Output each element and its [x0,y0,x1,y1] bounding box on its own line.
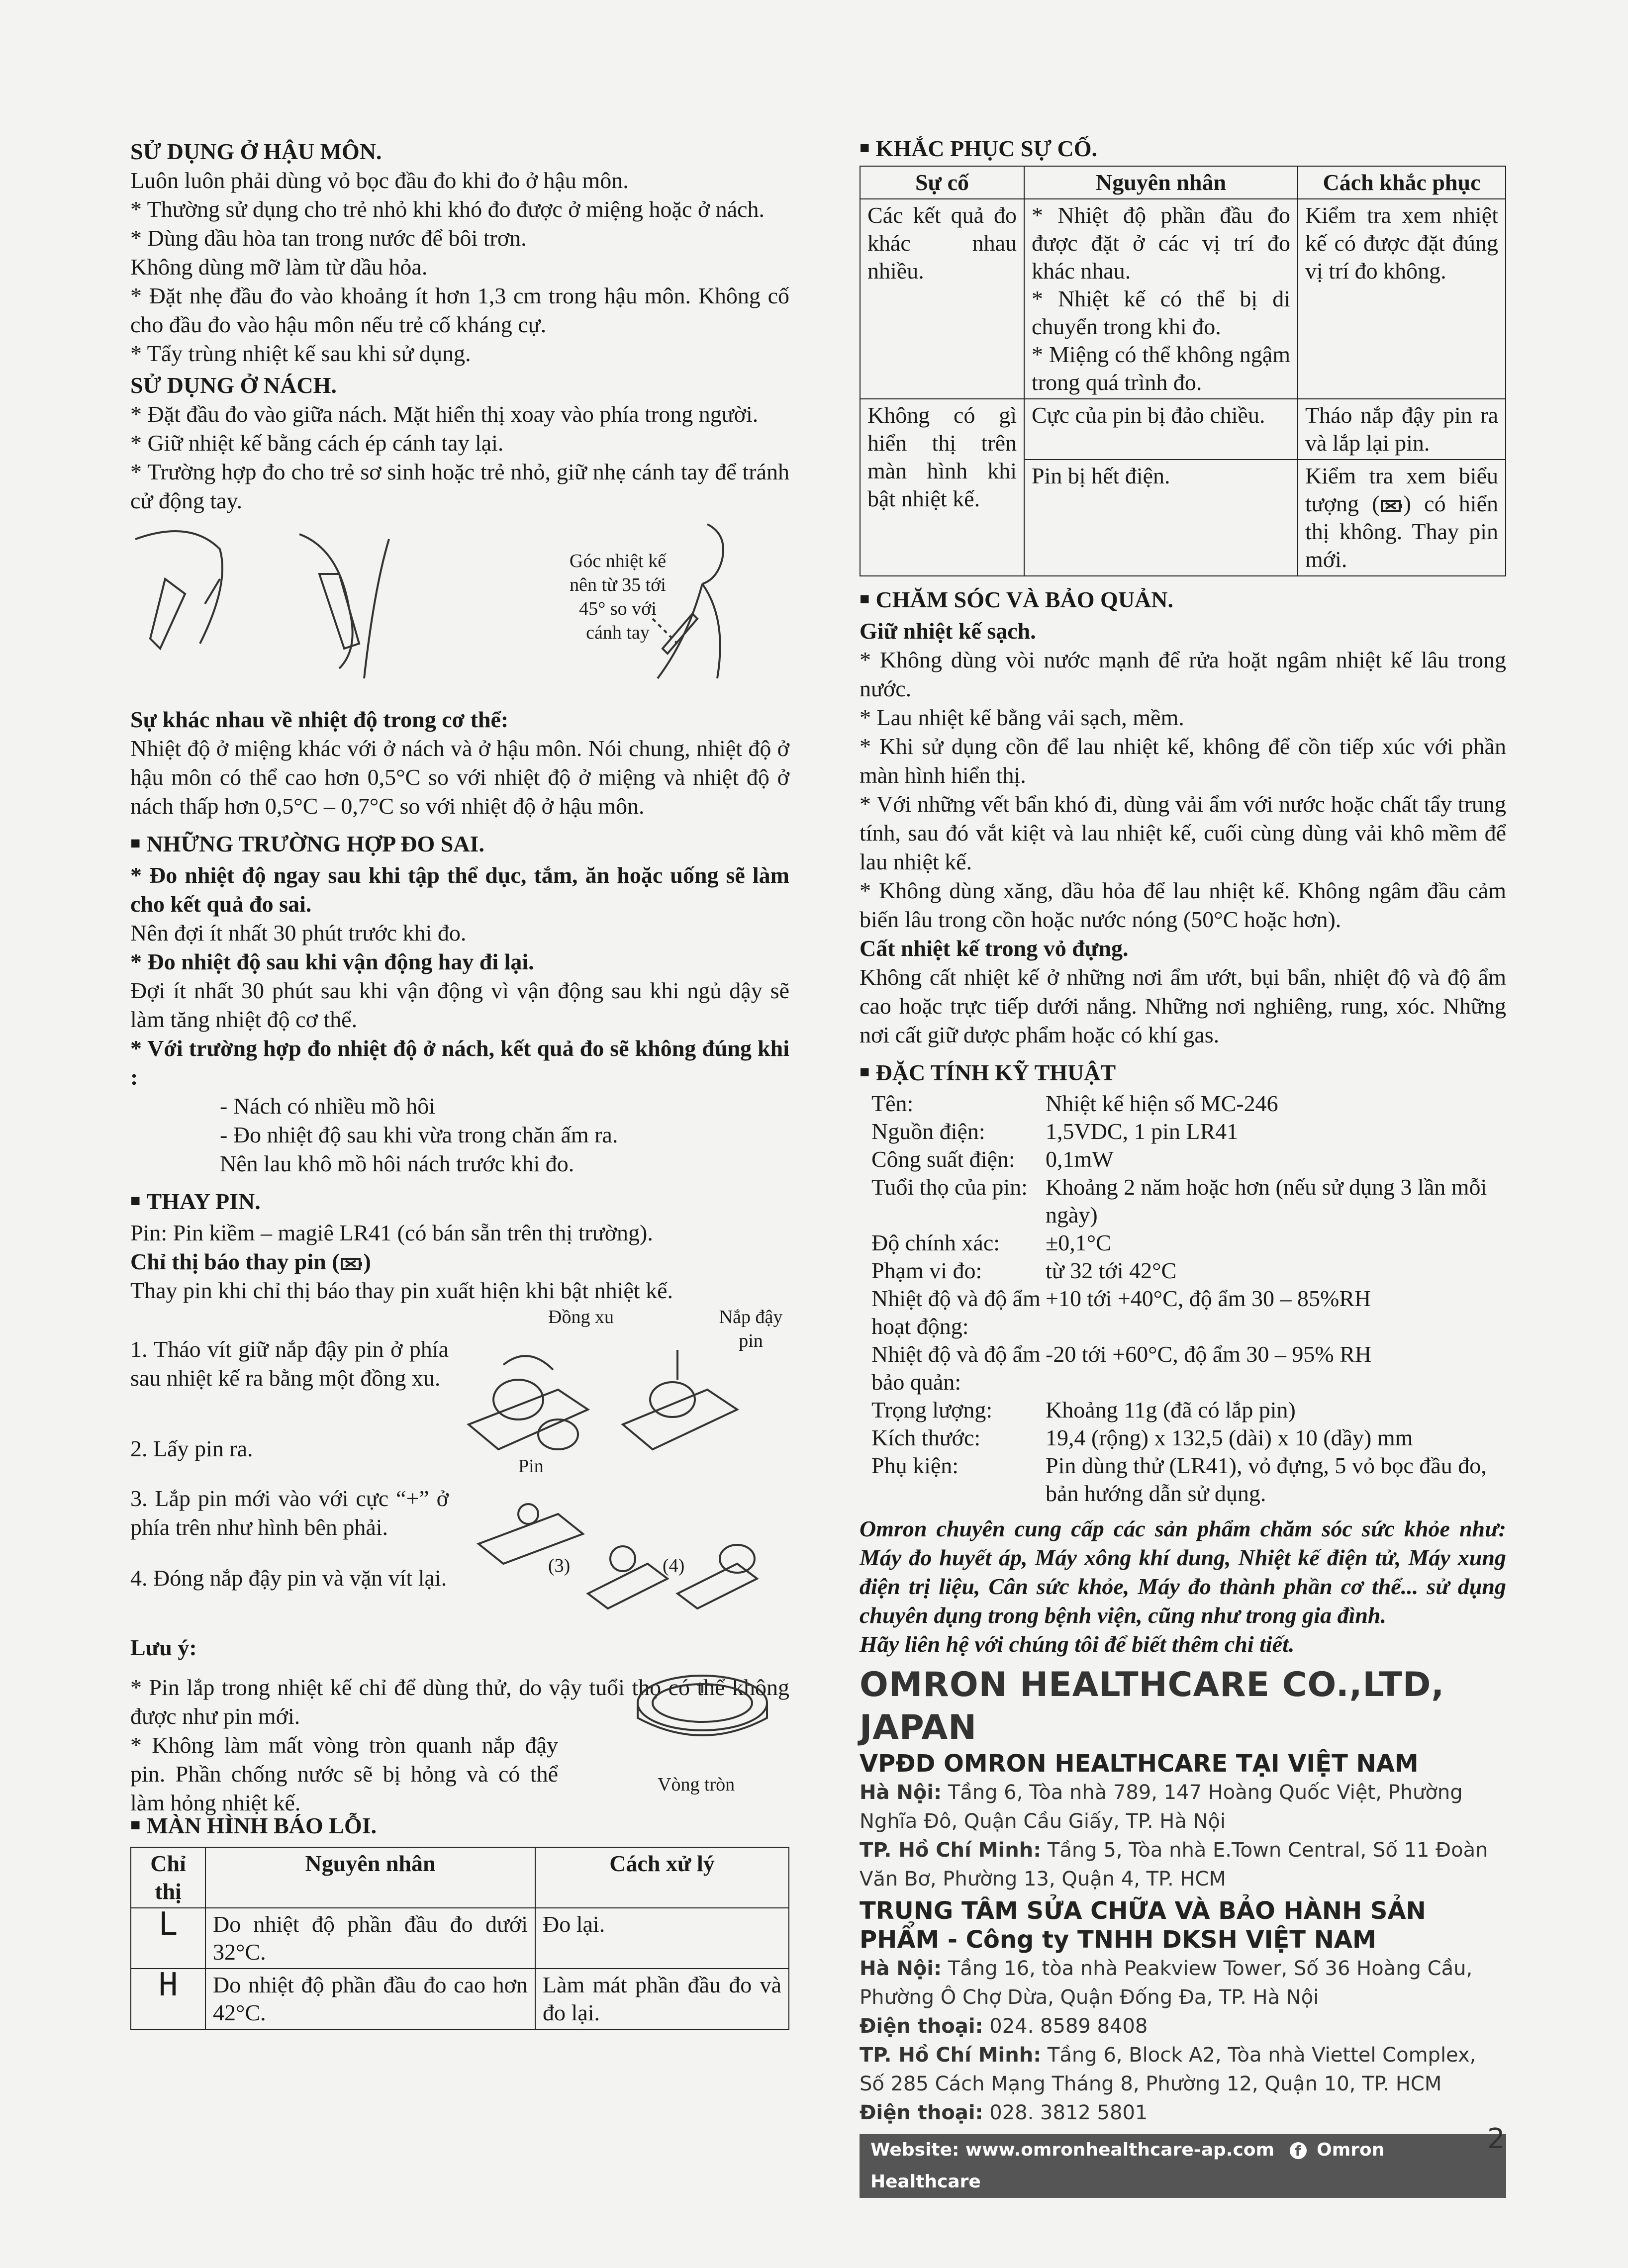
phone-value: 028. 3812 5801 [989,2101,1148,2124]
spec-key: Độ chính xác: [871,1230,1000,1255]
address-hcm-2 [860,2041,1506,2098]
care-line: * Không dùng xăng, dầu hỏa để lau nhiệt kế. Không ngâm đầu cảm biến lâu trong cồn hoặc nước nóng (50°C hoặc hơn). [860,878,1506,932]
company-name: OMRON HEALTHCARE CO.,LTD, JAPAN [860,1665,1445,1747]
care-subtitle: Giữ nhiệt kế sạch. [860,618,1036,644]
phone-hanoi [860,2012,1506,2041]
cause-line: * Nhiệt độ phần đầu đo được đặt ở các vị trí đo khác nhau. [1032,202,1290,284]
wrong-case-item: - Nách có nhiều mồ hôi [220,1093,436,1119]
section-title-wrong-cases: ■ NHỮNG TRƯỜNG HỢP ĐO SAI. [130,830,789,861]
spec-key: Tuổi thọ của pin: [871,1174,1028,1200]
battery-type: Pin: Pin kiềm – magiê LR41 (có bán sẵn trên thị trường). [130,1220,653,1245]
care-line: * Không dùng vòi nước mạnh để rửa hoặt ngâm nhiệt kế lâu trong nước. [860,647,1506,701]
spec-value: Khoảng 11g (đã có lắp pin) [1046,1397,1296,1422]
facebook-icon: f [1290,2142,1307,2159]
spec-row [860,1229,1506,1257]
wrong-case-text: Nên đợi ít nhất 30 phút trước khi đo. [130,920,467,945]
rectal-line: * Thường sử dụng cho trẻ nhỏ khi khó đo được ở miệng hoặc ở nách. [130,196,765,222]
axillary-line: * Giữ nhiệt kế bằng cách ép cánh tay lại. [130,430,504,456]
spec-row [860,1396,1506,1424]
error-code-display: L [131,1908,205,1969]
address-value: Tầng 6, Block A2, Tòa nhà Viettel Complex, Số 285 Cách Mạng Tháng 8, Phường 12, Quận 10, TP. HCM [860,2044,1476,2095]
fix-text: Kiểm tra xem biểu tượng ( [1305,463,1498,516]
spec-value: 19,4 (rộng) x 132,5 (dài) x 10 (dầy) mm [1046,1425,1413,1450]
notes-title: Lưu ý: [130,1635,197,1660]
address-label: TP. Hồ Chí Minh: [860,1839,1042,1862]
table-row [860,399,1506,460]
care-line: * Với những vết bẩn khó đi, dùng vải ẩm với nước hoặc chất tẩy trung tính, sau đó vắt kiệt và lau nhiệt kế, cuối cùng dùng vải khô mềm để lau nhiệt kế. [860,791,1506,874]
spec-key: Kích thước: [871,1425,981,1450]
wrong-case-bold: * Với trường hợp đo nhiệt độ ở nách, kết quả đo sẽ không đúng khi : [130,1036,789,1090]
phone-hcm [860,2098,1506,2127]
address-hanoi-2 [860,1954,1506,2012]
battery-steps [130,1305,789,1613]
wrong-case-bold: * Đo nhiệt độ sau khi vận động hay đi lại. [130,949,534,974]
battery-step: 2. Lấy pin ra. [130,1436,253,1461]
battery-indicator-text: Thay pin khi chỉ thị báo thay pin xuất hiện khi bật nhiệt kế. [130,1278,673,1303]
notes-block [130,1633,789,1815]
spec-row [860,1173,1506,1229]
service-center-title: TRUNG TÂM SỬA CHỮA VÀ BẢO HÀNH SẢN PHẨM - Công ty TNHH DKSH VIỆT NAM [860,1897,1426,1954]
section-title-care: ■ CHĂM SÓC VÀ BẢO QUẢN. [860,585,1506,617]
address-label: Hà Nội: [860,1957,942,1980]
table-row [131,1969,789,2029]
battery-step: 3. Lắp pin mới vào với cực “+” ở phía trên như hình bên phải. [130,1486,449,1540]
wrong-case-item: - Đo nhiệt độ sau khi vừa trong chăn ấm ra. [220,1122,618,1147]
wrong-case-text: Đợi ít nhất 30 phút sau khi vận động vì vận động sau khi ngủ dậy sẽ làm tăng nhiệt độ cơ thể. [130,978,789,1032]
table-row [860,199,1506,399]
note-line: * Không làm mất vòng tròn quanh nắp đậy pin. Phần chống nước sẽ bị hỏng và có thể làm hỏng nhiệt kế. [130,1732,558,1815]
table-cell: Các kết quả đo khác nhau nhiều. [860,199,1024,399]
section-title-error: ■ MÀN HÌNH BÁO LỖI. [130,1811,789,1843]
website-bar [860,2134,1506,2198]
spec-key: Nguồn điện: [871,1119,985,1144]
spec-value: Pin dùng thử (LR41), vỏ đựng, 5 vỏ bọc đầu đo, bản hướng dẫn sử dụng. [1046,1453,1487,1506]
section-title-body-temp: Sự khác nhau về nhiệt độ trong cơ thể: [130,707,509,732]
table-cell: Do nhiệt độ phần đầu đo cao hơn 42°C. [205,1969,535,2029]
rectal-line: Không dùng mỡ làm từ dầu hỏa. [130,254,428,280]
spec-key: Phụ kiện: [871,1453,959,1478]
body-temp-text: Nhiệt độ ở miệng khác với ở nách và ở hậu môn. Nói chung, nhiệt độ ở hậu môn có thể cao hơn 0,5°C so với nhiệt độ ở miệng và nhiệt độ ở nách thấp hơn 0,5°C – 0,7°C so với nhiệt độ ở hậu môn. [130,736,789,819]
table-header: Nguyên nhân [205,1847,535,1908]
section-title-battery: ■ THAY PIN. [130,1187,789,1219]
phone-label: Điện thoại: [860,2101,983,2124]
note-line: * Pin lắp trong nhiệt kế chỉ để dùng thử, do vậy tuổi thọ có thể không được như pin mới. [130,1675,789,1729]
care-subtitle: Cất nhiệt kế trong vỏ đựng. [860,936,1129,961]
table-cell: Không có gì hiển thị trên màn hình khi bật nhiệt kế. [860,399,1024,576]
table-cell: Đo lại. [535,1908,789,1969]
spec-value: +10 tới +40°C, độ ẩm 30 – 85%RH [1046,1286,1371,1311]
spec-value: Khoảng 2 năm hoặc hơn (nếu sử dụng 3 lần mỗi ngày) [1046,1174,1487,1228]
cause-line: * Miệng có thể không ngậm trong quá trình đo. [1032,342,1290,395]
spec-value: 0,1mW [1046,1146,1114,1172]
spec-row [860,1452,1506,1508]
care-storage-text: Không cất nhiệt kế ở những nơi ẩm ướt, bụi bẩn, nhiệt độ và độ ẩm cao hoặc trực tiếp dưới nắng. Những nơi nghiêng, rung, xóc. Những nơi cất giữ dược phẩm hoặc có khí gas. [860,964,1506,1047]
rectal-line: * Dùng dầu hòa tan trong nước để bôi trơn. [130,225,527,251]
section-title-specs: ■ ĐẶC TÍNH KỸ THUẬT [860,1058,1506,1090]
phone-value: 024. 8589 8408 [989,2015,1148,2038]
wrong-case-bold: * Đo nhiệt độ ngay sau khi tập thể dục, tắm, ăn hoặc uống sẽ làm cho kết quả đo sai. [130,862,789,917]
axillary-line: * Đặt đầu đo vào giữa nách. Mặt hiển thị xoay vào phía trong người. [130,401,759,427]
care-line: * Lau nhiệt kế bằng vải sạch, mềm. [860,705,1184,730]
battery-low-icon [1380,497,1404,515]
address-value: Tầng 6, Tòa nhà 789, 147 Hoàng Quốc Việt, Phường Nghĩa Đô, Quận Cầu Giấy, TP. Hà Nội [860,1781,1463,1833]
spec-row [860,1424,1506,1452]
battery-step: 1. Tháo vít giữ nắp đậy pin ở phía sau nhiệt kế ra bằng một đồng xu. [130,1336,449,1391]
table-cell: Kiểm tra xem nhiệt kế có được đặt đúng vị trí đo không. [1298,199,1506,399]
spec-row [860,1118,1506,1145]
left-column [130,134,789,2030]
promo-text: Omron chuyên cung cấp các sản phẩm chăm sóc sức khỏe như: Máy đo huyết áp, Máy xông khí dung, Nhiệt kế điện tử, Máy xung điện trị liệu, Cân sức khỏe, Máy đo thành phần cơ thể... sử dụng chuyên dụng trong bệnh viện, cũng như trong gia đình. [860,1516,1506,1628]
axillary-drawing [130,519,789,698]
spec-value: 1,5VDC, 1 pin LR41 [1046,1119,1239,1144]
spec-key: Công suất điện: [871,1146,1015,1172]
table-header: Cách xử lý [535,1847,789,1908]
spec-key: Trọng lượng: [871,1397,993,1422]
phone-label: Điện thoại: [860,2015,983,2038]
spec-row [860,1340,1506,1396]
step3-label: (3) [548,1555,571,1576]
axillary-line: * Trường hợp đo cho trẻ sơ sinh hoặc trẻ nhỏ, giữ nhẹ cánh tay để tránh cử động tay. [130,459,789,513]
spec-row [860,1090,1506,1118]
battery-indicator-close: ) [363,1249,371,1274]
error-code-display: H [131,1969,205,2029]
address-hanoi-1 [860,1778,1506,1836]
spec-key: Nhiệt độ và độ ẩm hoạt động: [871,1286,1041,1339]
address-value: Tầng 16, tòa nhà Peakview Tower, Số 36 Hoàng Cầu, Phường Ô Chợ Dừa, Quận Đống Đa, TP. Hà Nội [860,1957,1473,2009]
table-header: Cách khắc phục [1298,166,1506,199]
battery-low-icon [340,1255,364,1273]
rectal-line: * Tẩy trùng nhiệt kế sau khi sử dụng. [130,341,471,366]
spec-value: ±0,1°C [1046,1230,1111,1255]
table-cell [1298,460,1506,576]
axillary-illustration [130,519,789,698]
promo-contact: Hãy liên hệ với chúng tôi để biết thêm chi tiết. [860,1631,1295,1657]
wrong-case-item: Nên lau khô mồ hôi nách trước khi đo. [220,1151,575,1176]
right-column [860,134,1506,2198]
address-label: TP. Hồ Chí Minh: [860,2044,1042,2067]
specs-table [860,1090,1506,1508]
battery-indicator-label: Chỉ thị báo thay pin ( [130,1249,340,1274]
care-line: * Khi sử dụng cồn để lau nhiệt kế, không để cồn tiếp xúc với phần màn hình hiển thị. [860,734,1506,788]
table-header: Sự cố [860,166,1024,199]
website-link[interactable]: Website: www.omronhealthcare-ap.com [870,2140,1275,2160]
spec-key: Nhiệt độ và độ ẩm bảo quản: [871,1341,1041,1395]
spec-row [860,1285,1506,1340]
table-header-row [860,166,1506,199]
battery-replacement-drawing [459,1325,797,1613]
table-cell [1024,199,1298,399]
spec-row [860,1257,1506,1285]
address-hcm-1 [860,1836,1506,1893]
section-title-troubleshoot: ■ KHẮC PHỤC SỰ CỐ. [860,134,1506,166]
table-header-row [131,1847,789,1908]
spec-key: Tên: [871,1091,914,1116]
table-cell: Pin bị hết điện. [1024,460,1298,576]
step4-label: (4) [663,1555,685,1576]
battery-step: 4. Đóng nắp đậy pin và vặn vít lại. [130,1565,447,1591]
page-number: 2 [1487,2123,1505,2155]
table-header: Chỉ thị [131,1847,205,1908]
ring-label: Vòng tròn [658,1774,735,1795]
section-title-axillary: SỬ DỤNG Ở NÁCH. [130,373,337,398]
table-header: Nguyên nhân [1024,166,1298,199]
battery-indicator-title [130,1247,789,1276]
rectal-line: * Đặt nhẹ đầu đo vào khoảng ít hơn 1,3 cm trong hậu môn. Không cố cho đầu đo vào hậu môn nếu trẻ cố kháng cự. [130,283,789,337]
rectal-line: Luôn luôn phải dùng vỏ bọc đầu đo khi đo ở hậu môn. [130,168,629,193]
coin-label: Đồng xu [548,1307,614,1327]
spec-row [860,1145,1506,1173]
facebook-link[interactable]: Omron Healthcare [870,2140,1385,2192]
address-label: Hà Nội: [860,1781,942,1804]
spec-key: Phạm vi đo: [871,1258,982,1283]
cover-ring-drawing [628,1663,777,1783]
spec-value: từ 32 tới 42°C [1046,1258,1177,1283]
angle-caption: Góc nhiệt kế nên từ 35 tới 45° so với cánh tay [569,551,667,643]
cause-line: * Nhiệt kế có thể bị di chuyển trong khi đo. [1032,286,1290,339]
section-title-rectal: SỬ DỤNG Ở HẬU MÔN. [130,139,382,164]
address-value: Tầng 5, Tòa nhà E.Town Central, Số 11 Đoàn Văn Bơ, Phường 13, Quận 4, TP. HCM [860,1839,1488,1890]
table-cell: Cực của pin bị đảo chiều. [1024,399,1298,460]
spec-value: -20 tới +60°C, độ ẩm 30 – 95% RH [1046,1341,1372,1367]
fix-text: ) có hiển thị không. Thay pin mới. [1305,491,1498,572]
spec-value: Nhiệt kế hiện số MC-246 [1046,1091,1278,1116]
rep-office-title: VPĐD OMRON HEALTHCARE TẠI VIỆT NAM [860,1750,1419,1778]
table-row [131,1908,789,1969]
table-cell: Do nhiệt độ phần đầu đo dưới 32°C. [205,1908,535,1969]
troubleshoot-table [860,166,1506,576]
battery-label: Pin [518,1456,544,1477]
cover-label: Nắp đậy pin [719,1307,783,1351]
table-cell: Tháo nắp đậy pin ra và lắp lại pin. [1298,399,1506,460]
error-table [130,1847,789,2030]
table-cell: Làm mát phần đầu đo và đo lại. [535,1969,789,2029]
